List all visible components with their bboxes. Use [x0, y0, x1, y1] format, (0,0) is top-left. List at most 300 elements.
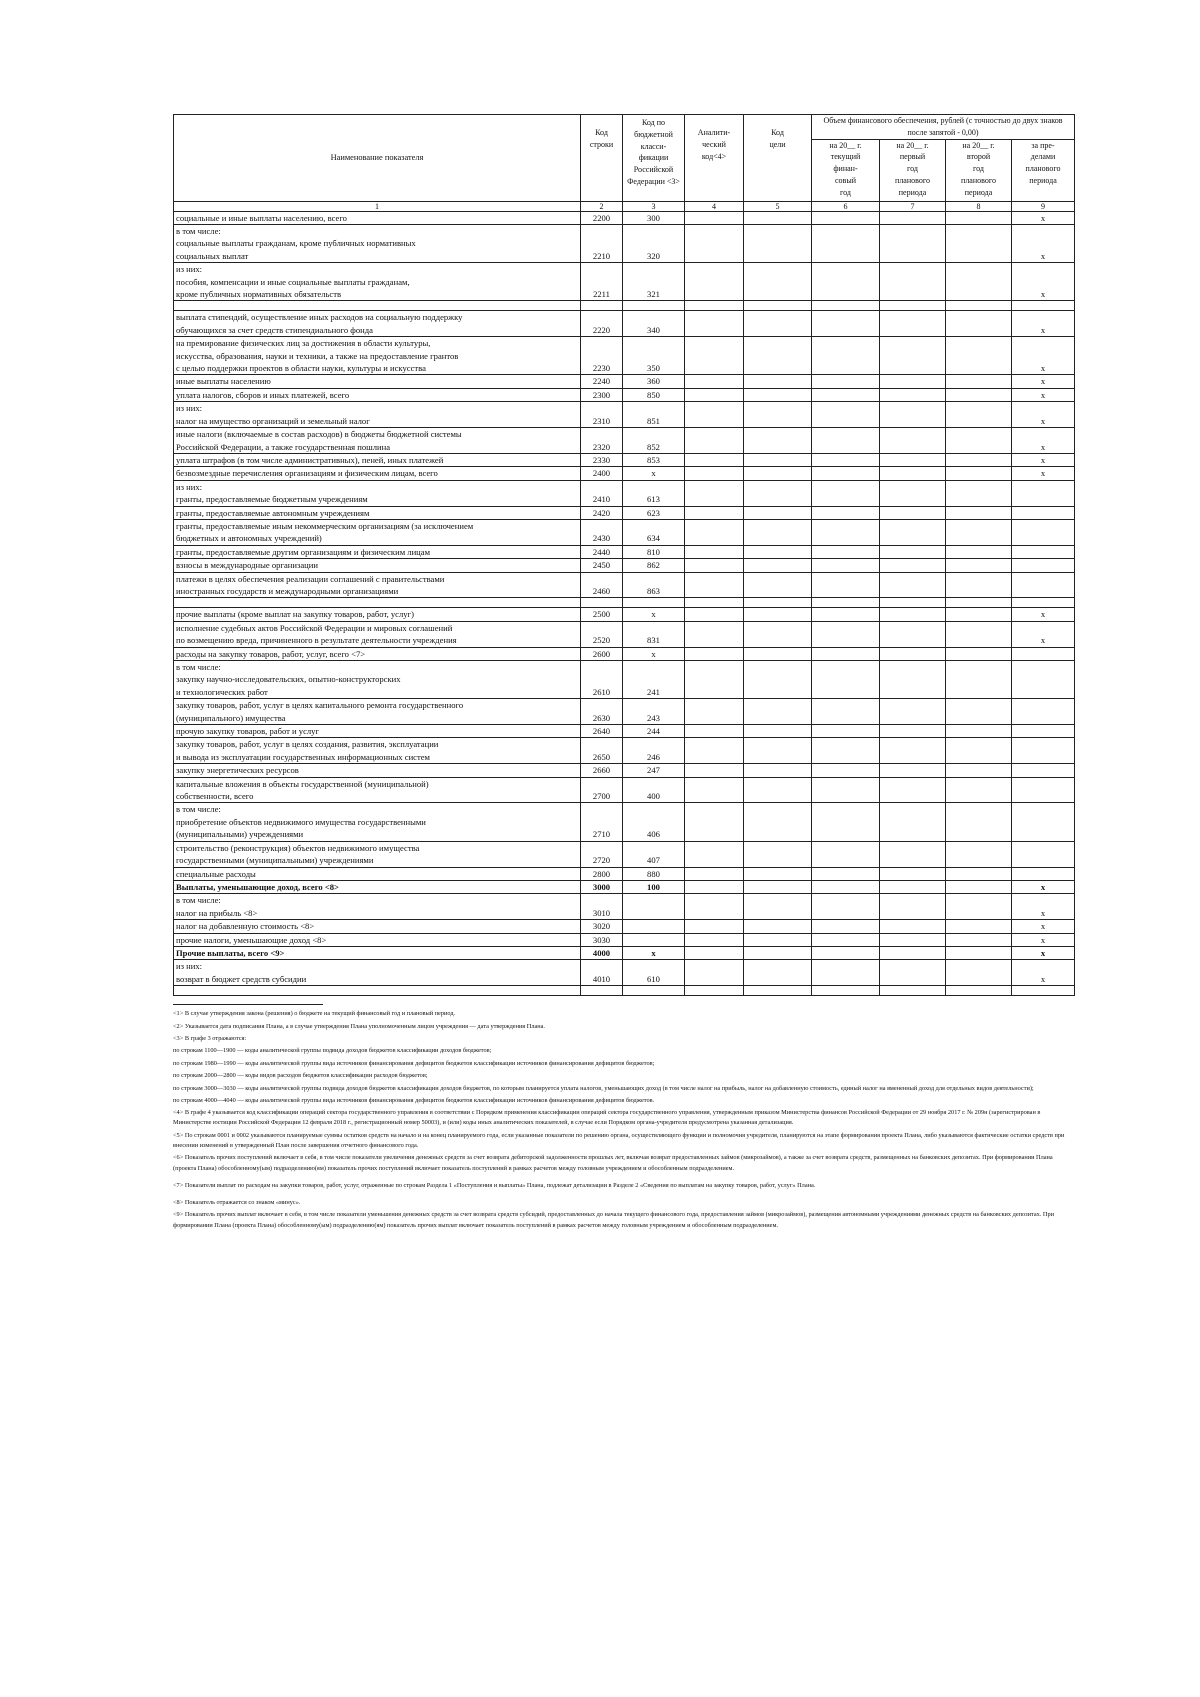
- footnote: по строкам 1100—1900 — коды аналитической группы подвида доходов бюджетов классификации доходов бюджетов;: [173, 1047, 492, 1055]
- row-goal-code: [744, 572, 812, 598]
- row-amount-first: [880, 738, 946, 764]
- row-amount-first: [880, 699, 946, 725]
- row-amount-beyond: [1012, 545, 1075, 558]
- row-amount-beyond: [1012, 519, 1075, 545]
- row-analytic-code: [685, 467, 744, 480]
- table-row: [174, 764, 1075, 777]
- row-amount-current: [812, 545, 880, 558]
- footnote: <5> По строкам 0001 и 0002 указываются планируемые суммы остатков средств на начало и на конец планируемого года, если указанные показатели по решению органа, осуществляющего функции и полномочия учредителя, планируются на этапе формирования проекта Плана, либо указываются фактические остатки средств при внесении изменений в утвержденный План после завершения отчетного финансового года.: [173, 1131, 1065, 1150]
- row-amount-beyond: x: [1012, 621, 1075, 647]
- row-analytic-code: [685, 738, 744, 764]
- row-goal-code: [744, 661, 812, 699]
- row-name: иные выплаты населению: [174, 375, 581, 388]
- row-amount-beyond: x: [1012, 375, 1075, 388]
- row-amount-beyond: [1012, 986, 1075, 996]
- row-goal-code: [744, 920, 812, 933]
- row-amount-second: [946, 867, 1012, 880]
- row-code: 2300: [581, 388, 623, 401]
- row-code: 2240: [581, 375, 623, 388]
- row-code: 2330: [581, 453, 623, 466]
- row-amount-first: [880, 375, 946, 388]
- row-analytic-code: [685, 211, 744, 224]
- row-budget-code: 243: [623, 699, 685, 725]
- row-amount-first: [880, 803, 946, 841]
- row-amount-beyond: x: [1012, 225, 1075, 263]
- row-budget-code: 407: [623, 841, 685, 867]
- row-amount-beyond: x: [1012, 946, 1075, 959]
- row-analytic-code: [685, 375, 744, 388]
- row-amount-first: [880, 263, 946, 301]
- row-code: 2320: [581, 428, 623, 454]
- row-goal-code: [744, 301, 812, 311]
- table-row: [174, 428, 1075, 454]
- row-analytic-code: [685, 311, 744, 337]
- row-code: 2500: [581, 608, 623, 621]
- row-goal-code: [744, 506, 812, 519]
- row-amount-current: [812, 388, 880, 401]
- row-code: 2310: [581, 402, 623, 428]
- row-analytic-code: [685, 559, 744, 572]
- row-amount-beyond: [1012, 764, 1075, 777]
- footnote: <9> Показатель прочих выплат включает в себя, в том числе показатели уменьшения денежных средств за счет возврата средств субсидий, предоставленных до начала текущего финансового года, предоставления займов (микрозаймов), размещения автономными учреждениями денежных средств на банковских депозитах. При формировании Плана (проекта Плана) обособленному(ым) подразделению(ям) показатель прочих выплат включает показатель поступлений в рамках расчетов между головным учреждением и обособленным подразделением.: [173, 1211, 1054, 1229]
- row-amount-current: [812, 880, 880, 893]
- row-code: 3010: [581, 894, 623, 920]
- row-name: закупку товаров, работ, услуг в целях капитального ремонта государственного (муниципального) имущества: [174, 699, 581, 725]
- row-goal-code: [744, 211, 812, 224]
- row-amount-current: [812, 263, 880, 301]
- row-goal-code: [744, 559, 812, 572]
- footnote-divider: [173, 1004, 323, 1005]
- row-amount-second: [946, 211, 1012, 224]
- row-amount-beyond: [1012, 738, 1075, 764]
- row-budget-code: x: [623, 647, 685, 660]
- table-row: [174, 311, 1075, 337]
- row-amount-first: [880, 545, 946, 558]
- row-name: на премирование физических лиц за достижения в области культуры, искусства, образования, науки и техники, а также на предоставление грантов с целью поддержки проектов в области науки, культуры и искусства: [174, 337, 581, 375]
- row-goal-code: [744, 467, 812, 480]
- footnote: <1> В случае утверждения закона (решения) о бюджете на текущий финансовый год и плановый период.: [173, 1010, 456, 1018]
- row-amount-second: [946, 559, 1012, 572]
- row-amount-second: [946, 453, 1012, 466]
- row-amount-second: [946, 841, 1012, 867]
- column-number: 9: [1012, 201, 1075, 211]
- row-analytic-code: [685, 428, 744, 454]
- row-amount-second: [946, 933, 1012, 946]
- row-analytic-code: [685, 920, 744, 933]
- table-row: [174, 803, 1075, 841]
- row-amount-first: [880, 467, 946, 480]
- row-name: безвозмездные перечисления организациям и физическим лицам, всего: [174, 467, 581, 480]
- row-code: 2211: [581, 263, 623, 301]
- row-budget-code: x: [623, 467, 685, 480]
- row-name: уплата налогов, сборов и иных платежей, всего: [174, 388, 581, 401]
- row-budget-code: 853: [623, 453, 685, 466]
- row-amount-beyond: x: [1012, 467, 1075, 480]
- row-goal-code: [744, 428, 812, 454]
- row-amount-first: [880, 764, 946, 777]
- header-analytic-code: Аналити- ческий код<4>: [685, 115, 744, 202]
- row-amount-second: [946, 894, 1012, 920]
- row-budget-code: 400: [623, 777, 685, 803]
- row-goal-code: [744, 621, 812, 647]
- row-amount-second: [946, 661, 1012, 699]
- footnote: по строкам 3000—3030 — коды аналитической группы подвида доходов бюджетов классификации доходов бюджетов, по которым планируется уплата налогов, уменьшающих доход (в том числе налог на прибыль, налог на добавленную стоимость, единый налог на вмененный доход для отдельных видов деятельности);: [173, 1084, 1034, 1092]
- row-amount-second: [946, 402, 1012, 428]
- row-budget-code: 340: [623, 311, 685, 337]
- row-name: выплата стипендий, осуществление иных расходов на социальную поддержку обучающихся за счет средств стипендиального фонда: [174, 311, 581, 337]
- row-amount-first: [880, 777, 946, 803]
- row-amount-beyond: [1012, 559, 1075, 572]
- row-analytic-code: [685, 933, 744, 946]
- row-budget-code: 880: [623, 867, 685, 880]
- row-analytic-code: [685, 764, 744, 777]
- row-amount-first: [880, 572, 946, 598]
- row-amount-first: [880, 598, 946, 608]
- table-row: [174, 608, 1075, 621]
- row-amount-first: [880, 946, 946, 959]
- row-amount-second: [946, 986, 1012, 996]
- row-name: гранты, предоставляемые иным некоммерческим организациям (за исключением бюджетных и автономных учреждений): [174, 519, 581, 545]
- table-row: [174, 337, 1075, 375]
- row-amount-first: [880, 894, 946, 920]
- row-amount-second: [946, 572, 1012, 598]
- row-code: 3000: [581, 880, 623, 893]
- row-budget-code: 241: [623, 661, 685, 699]
- row-amount-current: [812, 867, 880, 880]
- row-budget-code: 406: [623, 803, 685, 841]
- row-budget-code: [623, 598, 685, 608]
- column-numbers-row: [174, 201, 1075, 211]
- row-goal-code: [744, 960, 812, 986]
- row-amount-current: [812, 598, 880, 608]
- row-budget-code: 852: [623, 428, 685, 454]
- row-name: из них: гранты, предоставляемые бюджетным учреждениям: [174, 480, 581, 506]
- header-year-beyond: за пре- делами планового периода: [1012, 139, 1075, 201]
- row-amount-second: [946, 337, 1012, 375]
- row-amount-second: [946, 506, 1012, 519]
- row-analytic-code: [685, 841, 744, 867]
- row-amount-first: [880, 311, 946, 337]
- row-amount-current: [812, 608, 880, 621]
- row-budget-code: x: [623, 946, 685, 959]
- row-name: капитальные вложения в объекты государственной (муниципальной) собственности, всего: [174, 777, 581, 803]
- row-amount-beyond: [1012, 301, 1075, 311]
- table-row: [174, 920, 1075, 933]
- row-analytic-code: [685, 725, 744, 738]
- row-amount-current: [812, 803, 880, 841]
- table-row: [174, 841, 1075, 867]
- footnote: <6> Показатель прочих поступлений включает в себя, в том числе показатели увеличения денежных средств за счет возврата дебиторской задолженности прошлых лет, включая возврат предоставленных займов (микрозаймов), а также за счет возврата средств, размещенных на банковских депозитах. При формировании Плана (проекта Плана) обособленному(ым) подразделению(ям) показатель прочих поступлений включает показатель поступлений в рамках расчетов между головным учреждением и обособленным подразделением.: [173, 1154, 1053, 1172]
- row-amount-second: [946, 725, 1012, 738]
- table-row: [174, 777, 1075, 803]
- table-row: [174, 661, 1075, 699]
- row-amount-current: [812, 559, 880, 572]
- table-row: [174, 225, 1075, 263]
- table-row: [174, 559, 1075, 572]
- row-amount-beyond: [1012, 777, 1075, 803]
- row-name: уплата штрафов (в том числе административных), пеней, иных платежей: [174, 453, 581, 466]
- row-amount-beyond: x: [1012, 428, 1075, 454]
- row-amount-first: [880, 337, 946, 375]
- row-amount-current: [812, 375, 880, 388]
- row-amount-beyond: x: [1012, 453, 1075, 466]
- row-code: 2410: [581, 480, 623, 506]
- row-amount-current: [812, 894, 880, 920]
- row-analytic-code: [685, 867, 744, 880]
- row-budget-code: 350: [623, 337, 685, 375]
- row-amount-current: [812, 647, 880, 660]
- row-amount-current: [812, 225, 880, 263]
- row-name: социальные и иные выплаты населению, всего: [174, 211, 581, 224]
- row-amount-first: [880, 725, 946, 738]
- row-amount-beyond: [1012, 725, 1075, 738]
- row-code: 3030: [581, 933, 623, 946]
- header-budget-code: Код по бюджетной класси- фикации Российской Федерации <3>: [623, 115, 685, 202]
- row-name: Выплаты, уменьшающие доход, всего <8>: [174, 880, 581, 893]
- row-amount-current: [812, 661, 880, 699]
- table-row: [174, 725, 1075, 738]
- footnote: <4> В графе 4 указывается код классификации операций сектора государственного управления в соответствии с Порядком применения классификации операций сектора государственного управления, утвержденным приказом Министерства финансов Российской Федерации от 29 ноября 2017 г. № 209н (зарегистрирован в Министерстве юстиции Российской Федерации 12 февраля 2018 г., регистрационный номер 50003), и (или) коды иных аналитических показателей, в случае если Порядком органа-учредителя предусмотрена указанная детализация.: [173, 1109, 1041, 1127]
- row-goal-code: [744, 777, 812, 803]
- row-code: 2660: [581, 764, 623, 777]
- row-amount-second: [946, 388, 1012, 401]
- row-name: [174, 986, 581, 996]
- row-budget-code: 320: [623, 225, 685, 263]
- row-name: исполнение судебных актов Российской Федерации и мировых соглашений по возмещению вреда, причиненного в результате деятельности учреждения: [174, 621, 581, 647]
- header-year-current: на 20__ г. текущий финан- совый год: [812, 139, 880, 201]
- row-goal-code: [744, 841, 812, 867]
- table-row: [174, 738, 1075, 764]
- row-goal-code: [744, 738, 812, 764]
- table-row: [174, 867, 1075, 880]
- row-goal-code: [744, 867, 812, 880]
- column-number: 3: [623, 201, 685, 211]
- table-row: [174, 894, 1075, 920]
- row-goal-code: [744, 225, 812, 263]
- row-goal-code: [744, 311, 812, 337]
- row-name: специальные расходы: [174, 867, 581, 880]
- table-row: [174, 572, 1075, 598]
- row-amount-first: [880, 867, 946, 880]
- row-budget-code: 863: [623, 572, 685, 598]
- row-name: в том числе: социальные выплаты гражданам, кроме публичных нормативных социальных выплат: [174, 225, 581, 263]
- row-name: взносы в международные организации: [174, 559, 581, 572]
- row-name: прочую закупку товаров, работ и услуг: [174, 725, 581, 738]
- row-amount-beyond: x: [1012, 263, 1075, 301]
- row-amount-beyond: x: [1012, 960, 1075, 986]
- row-budget-code: [623, 301, 685, 311]
- row-code: 2720: [581, 841, 623, 867]
- row-amount-second: [946, 375, 1012, 388]
- row-analytic-code: [685, 946, 744, 959]
- row-analytic-code: [685, 880, 744, 893]
- row-amount-beyond: [1012, 480, 1075, 506]
- row-amount-second: [946, 764, 1012, 777]
- row-goal-code: [744, 647, 812, 660]
- row-budget-code: x: [623, 608, 685, 621]
- row-amount-first: [880, 920, 946, 933]
- row-code: 2460: [581, 572, 623, 598]
- row-name: из них: налог на имущество организаций и земельный налог: [174, 402, 581, 428]
- row-amount-current: [812, 738, 880, 764]
- table-row: [174, 402, 1075, 428]
- row-code: 2520: [581, 621, 623, 647]
- row-amount-second: [946, 621, 1012, 647]
- row-code: 2630: [581, 699, 623, 725]
- row-code: [581, 301, 623, 311]
- row-code: 2800: [581, 867, 623, 880]
- row-amount-beyond: [1012, 506, 1075, 519]
- row-amount-current: [812, 841, 880, 867]
- row-amount-first: [880, 608, 946, 621]
- row-amount-second: [946, 545, 1012, 558]
- table-row: [174, 388, 1075, 401]
- row-budget-code: [623, 933, 685, 946]
- row-amount-current: [812, 506, 880, 519]
- row-amount-first: [880, 453, 946, 466]
- row-name: из них: пособия, компенсации и иные социальные выплаты гражданам, кроме публичных нормативных обязательств: [174, 263, 581, 301]
- table-row: [174, 301, 1075, 311]
- row-amount-second: [946, 519, 1012, 545]
- row-amount-second: [946, 699, 1012, 725]
- table-row: [174, 375, 1075, 388]
- row-name: расходы на закупку товаров, работ, услуг, всего <7>: [174, 647, 581, 660]
- row-amount-current: [812, 920, 880, 933]
- row-amount-first: [880, 647, 946, 660]
- row-amount-beyond: [1012, 572, 1075, 598]
- row-analytic-code: [685, 301, 744, 311]
- row-analytic-code: [685, 621, 744, 647]
- row-amount-beyond: x: [1012, 920, 1075, 933]
- row-budget-code: 634: [623, 519, 685, 545]
- row-analytic-code: [685, 960, 744, 986]
- row-budget-code: 810: [623, 545, 685, 558]
- row-amount-second: [946, 803, 1012, 841]
- row-amount-current: [812, 764, 880, 777]
- row-amount-first: [880, 428, 946, 454]
- row-amount-second: [946, 920, 1012, 933]
- row-budget-code: 300: [623, 211, 685, 224]
- row-code: [581, 986, 623, 996]
- header-year-first: на 20__ г. первый год планового периода: [880, 139, 946, 201]
- row-amount-current: [812, 453, 880, 466]
- row-amount-current: [812, 621, 880, 647]
- row-code: 2230: [581, 337, 623, 375]
- row-amount-current: [812, 428, 880, 454]
- row-amount-current: [812, 402, 880, 428]
- row-amount-beyond: [1012, 699, 1075, 725]
- row-analytic-code: [685, 453, 744, 466]
- row-goal-code: [744, 598, 812, 608]
- column-number: 1: [174, 201, 581, 211]
- row-amount-second: [946, 960, 1012, 986]
- row-amount-second: [946, 311, 1012, 337]
- row-budget-code: 610: [623, 960, 685, 986]
- column-number: 2: [581, 201, 623, 211]
- footnote: <7> Показатели выплат по расходам на закупки товаров, работ, услуг, отраженные по строкам Раздела 1 «Поступления и выплаты» Плана, подлежат детализации в Разделе 2 «Сведения по выплатам на закупку товаров, работ, услуг» Плана.: [173, 1181, 816, 1189]
- row-amount-second: [946, 946, 1012, 959]
- row-amount-beyond: x: [1012, 388, 1075, 401]
- table-row: [174, 480, 1075, 506]
- row-analytic-code: [685, 388, 744, 401]
- row-amount-current: [812, 933, 880, 946]
- row-code: 2600: [581, 647, 623, 660]
- row-analytic-code: [685, 699, 744, 725]
- row-amount-second: [946, 647, 1012, 660]
- row-amount-first: [880, 402, 946, 428]
- row-goal-code: [744, 337, 812, 375]
- footnote: по строкам 1980—1990 — коды аналитической группы вида источников финансирования дефицитов бюджетов классификации источников финансирования дефицитов бюджетов;: [173, 1059, 655, 1067]
- column-number: 5: [744, 201, 812, 211]
- table-row: [174, 467, 1075, 480]
- row-amount-beyond: x: [1012, 402, 1075, 428]
- row-code: [581, 598, 623, 608]
- form-sheet: [173, 114, 1074, 1233]
- row-analytic-code: [685, 263, 744, 301]
- row-amount-beyond: x: [1012, 894, 1075, 920]
- row-analytic-code: [685, 506, 744, 519]
- row-amount-beyond: [1012, 803, 1075, 841]
- row-goal-code: [744, 519, 812, 545]
- header-line-code: Код строки: [581, 115, 623, 202]
- row-name: гранты, предоставляемые автономным учреждениям: [174, 506, 581, 519]
- row-budget-code: 360: [623, 375, 685, 388]
- row-code: 2640: [581, 725, 623, 738]
- row-amount-second: [946, 263, 1012, 301]
- row-goal-code: [744, 986, 812, 996]
- row-amount-current: [812, 337, 880, 375]
- row-amount-current: [812, 480, 880, 506]
- row-budget-code: 623: [623, 506, 685, 519]
- row-budget-code: 862: [623, 559, 685, 572]
- table-row: [174, 946, 1075, 959]
- row-amount-first: [880, 661, 946, 699]
- row-analytic-code: [685, 647, 744, 660]
- row-code: 2200: [581, 211, 623, 224]
- footnote: <3> В графе 3 отражаются:: [173, 1034, 247, 1042]
- row-goal-code: [744, 894, 812, 920]
- row-analytic-code: [685, 225, 744, 263]
- row-name: платежи в целях обеспечения реализации соглашений с правительствами иностранных государств и международными организациями: [174, 572, 581, 598]
- row-analytic-code: [685, 572, 744, 598]
- row-goal-code: [744, 480, 812, 506]
- row-amount-beyond: [1012, 661, 1075, 699]
- row-code: 2440: [581, 545, 623, 558]
- row-budget-code: 244: [623, 725, 685, 738]
- row-amount-first: [880, 621, 946, 647]
- table-row: [174, 211, 1075, 224]
- row-code: 2400: [581, 467, 623, 480]
- table-row: [174, 598, 1075, 608]
- table-row: [174, 519, 1075, 545]
- row-budget-code: 247: [623, 764, 685, 777]
- row-amount-current: [812, 572, 880, 598]
- row-amount-first: [880, 960, 946, 986]
- row-amount-second: [946, 598, 1012, 608]
- row-code: 4000: [581, 946, 623, 959]
- row-amount-current: [812, 211, 880, 224]
- table-body: [174, 211, 1075, 996]
- payments-table: [173, 114, 1075, 996]
- row-amount-current: [812, 699, 880, 725]
- table-row: [174, 263, 1075, 301]
- row-amount-first: [880, 480, 946, 506]
- row-amount-second: [946, 880, 1012, 893]
- row-analytic-code: [685, 480, 744, 506]
- row-amount-second: [946, 301, 1012, 311]
- row-code: 2650: [581, 738, 623, 764]
- row-code: 2220: [581, 311, 623, 337]
